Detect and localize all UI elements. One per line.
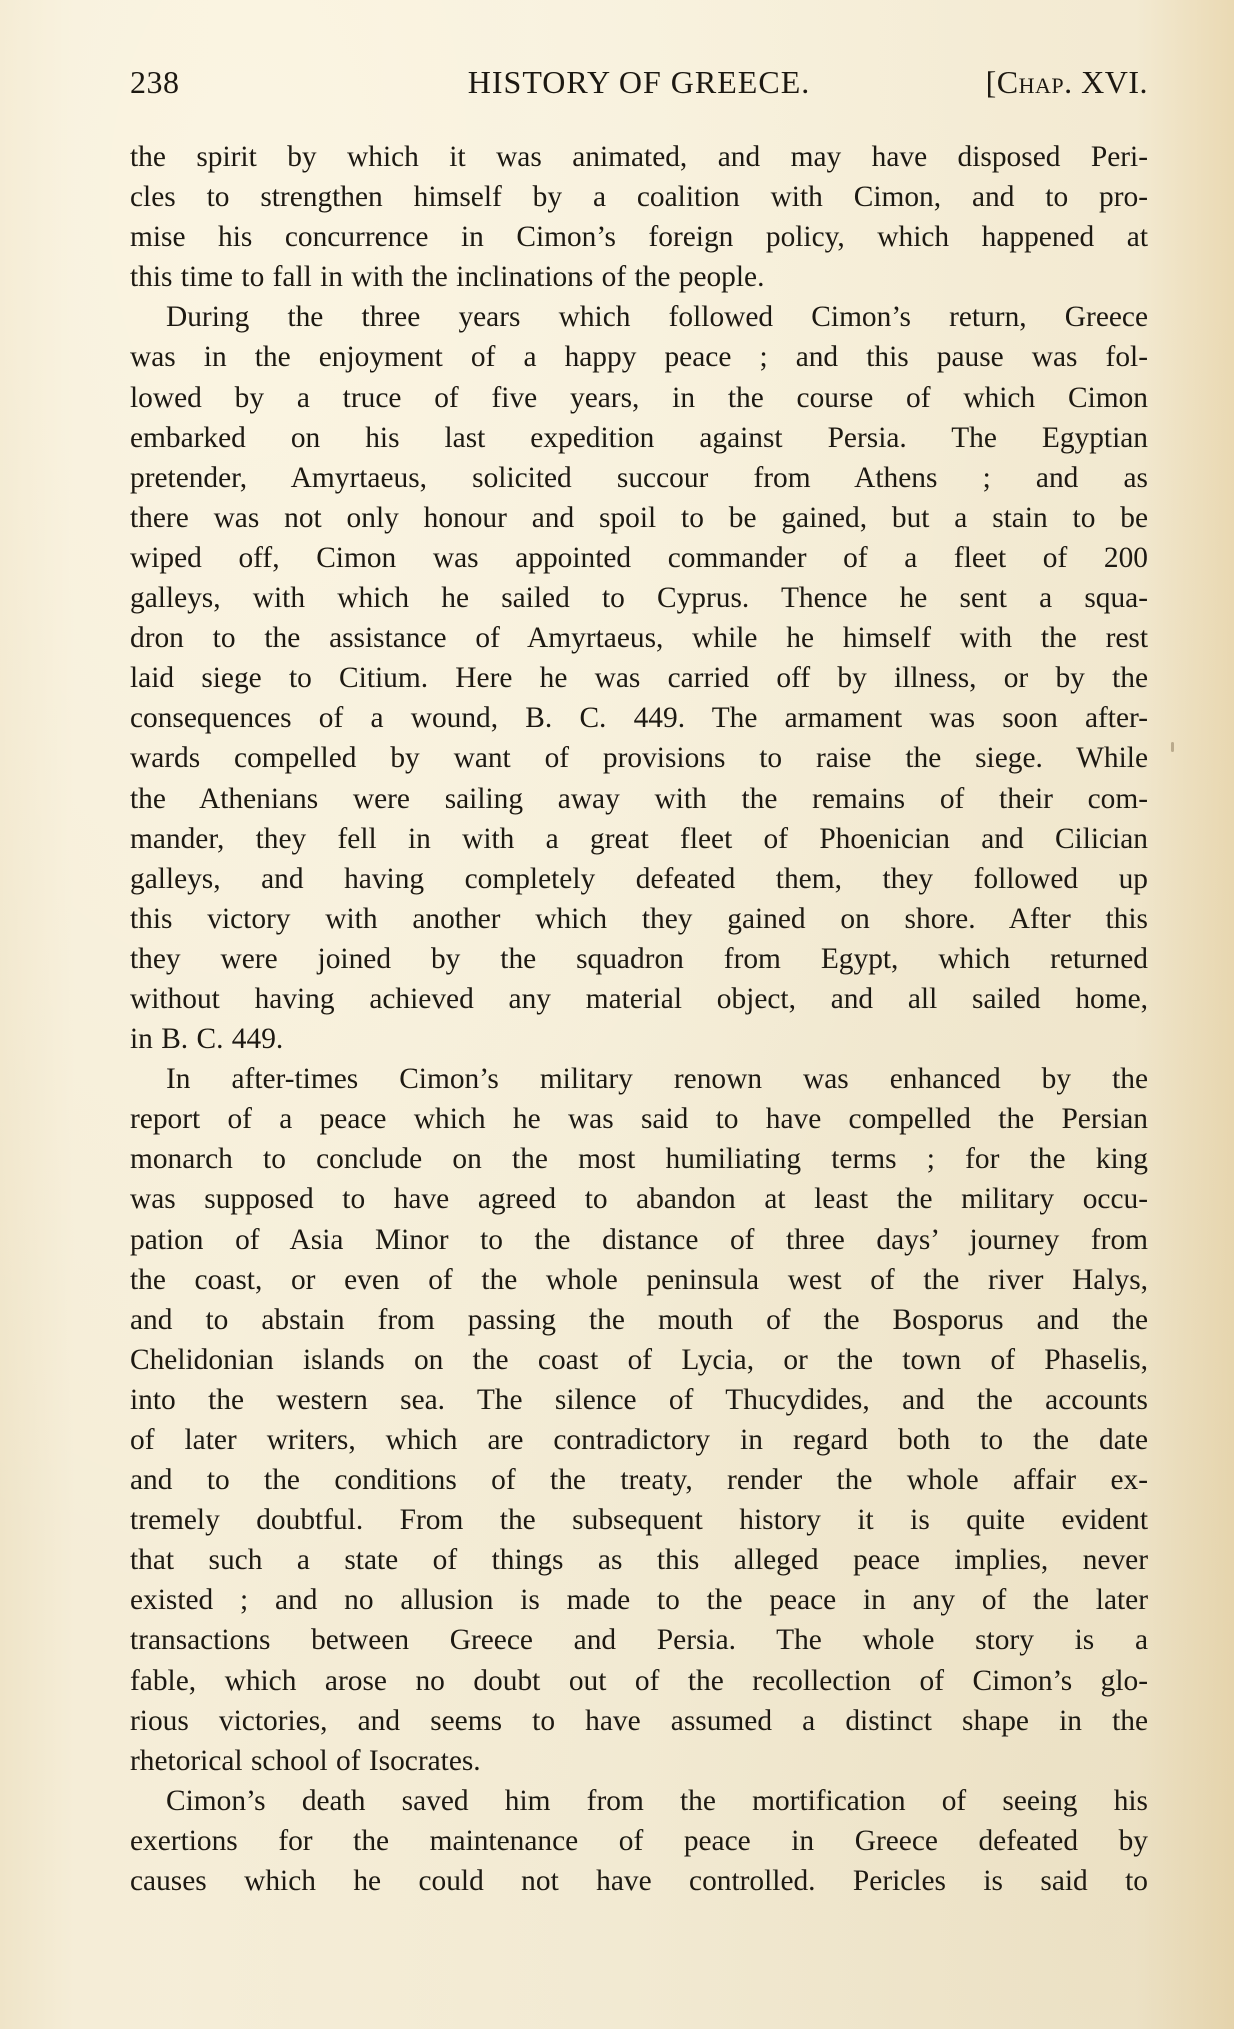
text-line: the Athenians were sailing away with the remains of their com-: [130, 782, 1148, 815]
text-line: cles to strengthen himself by a coalition with Cimon, and to pro-: [130, 181, 1148, 214]
text-line: pretender, Amyrtaeus, solicited succour from Athens ; and as: [130, 461, 1148, 494]
text-line: lowed by a truce of five years, in the course of which Cimon: [130, 381, 1148, 414]
text-line: fable, which arose no doubt out of the recollection of Cimon’s glo-: [130, 1664, 1148, 1697]
text-line: galleys, with which he sailed to Cyprus. Thence he sent a squa-: [130, 582, 1148, 615]
text-line: tremely doubtful. From the subsequent history it is quite evident: [130, 1504, 1148, 1537]
text-line: and to the conditions of the treaty, render the whole affair ex-: [130, 1464, 1148, 1497]
text-line: rhetorical school of Isocrates.: [130, 1744, 481, 1777]
text-line: the coast, or even of the whole peninsula west of the river Halys,: [130, 1263, 1148, 1296]
text-line: existed ; and no allusion is made to the peace in any of the later: [130, 1584, 1148, 1617]
text-line: there was not only honour and spoil to be gained, but a stain to be: [130, 501, 1148, 534]
text-line: galleys, and having completely defeated them, they followed up: [130, 862, 1148, 895]
text-line: consequences of a wound, B. C. 449. The armament was soon after-: [130, 702, 1148, 735]
text-line: embarked on his last expedition against Persia. The Egyptian: [130, 421, 1148, 454]
body-text: [130, 137, 1148, 1901]
text-line: this victory with another which they gained on shore. After this: [130, 902, 1148, 935]
text-line: they were joined by the squadron from Egypt, which returned: [130, 942, 1148, 975]
text-line: transactions between Greece and Persia. The whole story is a: [130, 1624, 1148, 1657]
text-line: in B. C. 449.: [130, 1023, 284, 1056]
text-line: was supposed to have agreed to abandon at least the military occu-: [130, 1183, 1148, 1216]
text-line: mise his concurrence in Cimon’s foreign policy, which happened at: [130, 221, 1148, 254]
text-line: laid siege to Citium. Here he was carried off by illness, or by the: [130, 662, 1148, 695]
text-line: monarch to conclude on the most humiliating terms ; for the king: [130, 1143, 1148, 1176]
page-number: 238: [130, 64, 180, 100]
text-line: this time to fall in with the inclinations of the people.: [130, 261, 765, 294]
text-line: Chelidonian islands on the coast of Lycia, or the town of Phaselis,: [130, 1343, 1148, 1376]
text-line: of later writers, which are contradictory in regard both to the date: [130, 1424, 1148, 1456]
text-line: wards compelled by want of provisions to raise the siege. While: [130, 742, 1148, 775]
text-line: exertions for the maintenance of peace in Greece defeated by: [130, 1824, 1148, 1857]
text-line: In after-times Cimon’s military renown was enhanced by the: [166, 1063, 1148, 1096]
text-line: pation of Asia Minor to the distance of three days’ journey from: [130, 1223, 1148, 1256]
running-header: [130, 64, 1148, 112]
text-line: without having achieved any material object, and all sailed home,: [130, 982, 1148, 1015]
text-line: and to abstain from passing the mouth of the Bosporus and the: [130, 1303, 1148, 1336]
text-line: into the western sea. The silence of Thucydides, and the accounts: [130, 1383, 1148, 1416]
text-line: was in the enjoyment of a happy peace ; and this pause was fol-: [130, 341, 1148, 374]
text-line: causes which he could not have controlled. Pericles is said to: [130, 1865, 1148, 1898]
paper-speck: [1171, 742, 1174, 752]
text-line: mander, they fell in with a great fleet of Phoenician and Cilician: [130, 822, 1148, 855]
text-line: report of a peace which he was said to have compelled the Persian: [130, 1103, 1148, 1136]
text-line: that such a state of things as this alleged peace implies, never: [130, 1544, 1148, 1577]
text-line: the spirit by which it was animated, and may have disposed Peri-: [130, 141, 1148, 173]
text-line: wiped off, Cimon was appointed commander of a fleet of 200: [130, 541, 1148, 574]
text-line: Cimon’s death saved him from the mortification of seeing his: [166, 1784, 1148, 1817]
text-line: rious victories, and seems to have assumed a distinct shape in the: [130, 1704, 1148, 1737]
running-title: HISTORY OF GREECE.: [467, 64, 811, 100]
text-line: dron to the assistance of Amyrtaeus, while he himself with the rest: [130, 622, 1148, 655]
text-line: During the three years which followed Cimon’s return, Greece: [166, 301, 1148, 334]
chapter-reference: [Chap. XVI.: [985, 64, 1148, 100]
